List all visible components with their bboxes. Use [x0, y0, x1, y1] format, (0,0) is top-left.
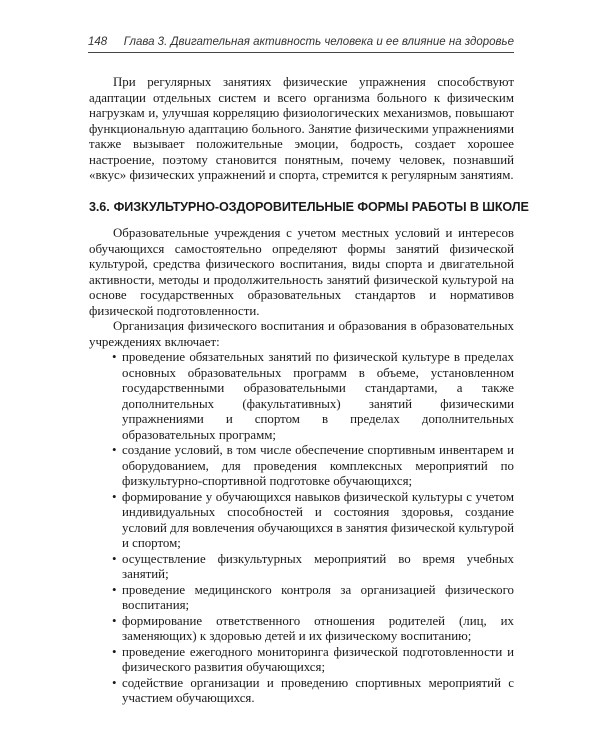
list-item-text: формирование у обучающихся навыков физической культуры с учетом индивидуальных способностей и состояния здоровья, создание условий для вовлечения обучающихся в занятия физической культурой и спортом;: [122, 489, 514, 550]
list-item-text: проведение медицинского контроля за организацией физического воспитания;: [122, 582, 514, 612]
bullet-list: [89, 350, 514, 707]
intro-paragraph: При регулярных занятиях физические упражнения способствуют адаптации отдельных систем и всего организма больного к физическим нагрузкам и, улучшая корреляцию физиологических механизмов, повышают функциональную адаптацию больного. Занятие физическими упражнениями также вызывает положительные эмоции, бодрость, создает хорошее настроение, поэтому становится понятным, почему человек, познавший «вкус» физических упражнений и спорта, стремится к регулярным занятиям.: [89, 75, 514, 182]
bullet-icon: •: [112, 350, 117, 364]
list-item: [113, 645, 514, 676]
section-paragraph-2: Организация физического воспитания и образования в образовательных учреждениях включает:: [89, 319, 514, 349]
section-paragraph-1: Образовательные учреждения с учетом местных условий и интересов обучающихся самостоятельно определяют формы занятий физической культурой, средства физического воспитания, виды спорта и двигательной активности, методы и продолжительность занятий физической культурой на основе государственных образовательных стандартов и нормативов физической подготовленности.: [89, 226, 514, 318]
list-item-text: формирование ответственного отношения родителей (лиц, их заменяющих) к здоровью детей и их физическому воспитанию;: [122, 613, 514, 643]
list-item: [113, 614, 514, 645]
bullet-icon: •: [112, 675, 117, 690]
list-item: [113, 350, 514, 443]
list-item: [113, 490, 514, 552]
list-item-text: проведение обязательных занятий по физической культуре в пределах основных образовательных программ в объеме, установленном государственными образовательными стандартами, а также дополнительных (факультативных) занятий физическими упражнениями и спортом в пределах дополнительных образовательных программ;: [122, 350, 514, 442]
section-number: 3.6.: [89, 199, 110, 214]
bullet-icon: •: [112, 644, 117, 659]
bullet-icon: •: [112, 613, 117, 628]
chapter-title: Глава 3. Двигательная активность человека и ее влияние на здоровье: [123, 36, 514, 48]
list-item-text: осуществление физкультурных мероприятий во время учебных занятий;: [122, 551, 514, 581]
list-item: [113, 552, 514, 583]
list-item-text: проведение ежегодного мониторинга физической подготовленности и физического развития обучающихся;: [122, 644, 514, 674]
section-title: ФИЗКУЛЬТУРНО-ОЗДОРОВИТЕЛЬНЫЕ ФОРМЫ РАБОТЫ В ШКОЛЕ: [113, 199, 529, 214]
section-heading: [89, 199, 529, 216]
list-item: [113, 676, 514, 707]
bullet-icon: •: [112, 582, 117, 597]
bullet-icon: •: [112, 443, 117, 457]
list-item-text: содействие организации и проведению спортивных мероприятий с участием обучающихся.: [122, 675, 514, 705]
list-item-text: создание условий, в том числе обеспечение спортивным инвентарем и оборудованием, для проведения комплексных мероприятий по физкультурно-спортивной подготовке обучающихся;: [122, 443, 514, 488]
list-item: [113, 443, 514, 490]
list-item: [113, 583, 514, 614]
bullet-icon: •: [112, 551, 117, 566]
bullet-icon: •: [112, 489, 117, 504]
page-number: 148: [88, 36, 108, 48]
running-header: [88, 36, 514, 53]
page-body: [89, 75, 529, 707]
